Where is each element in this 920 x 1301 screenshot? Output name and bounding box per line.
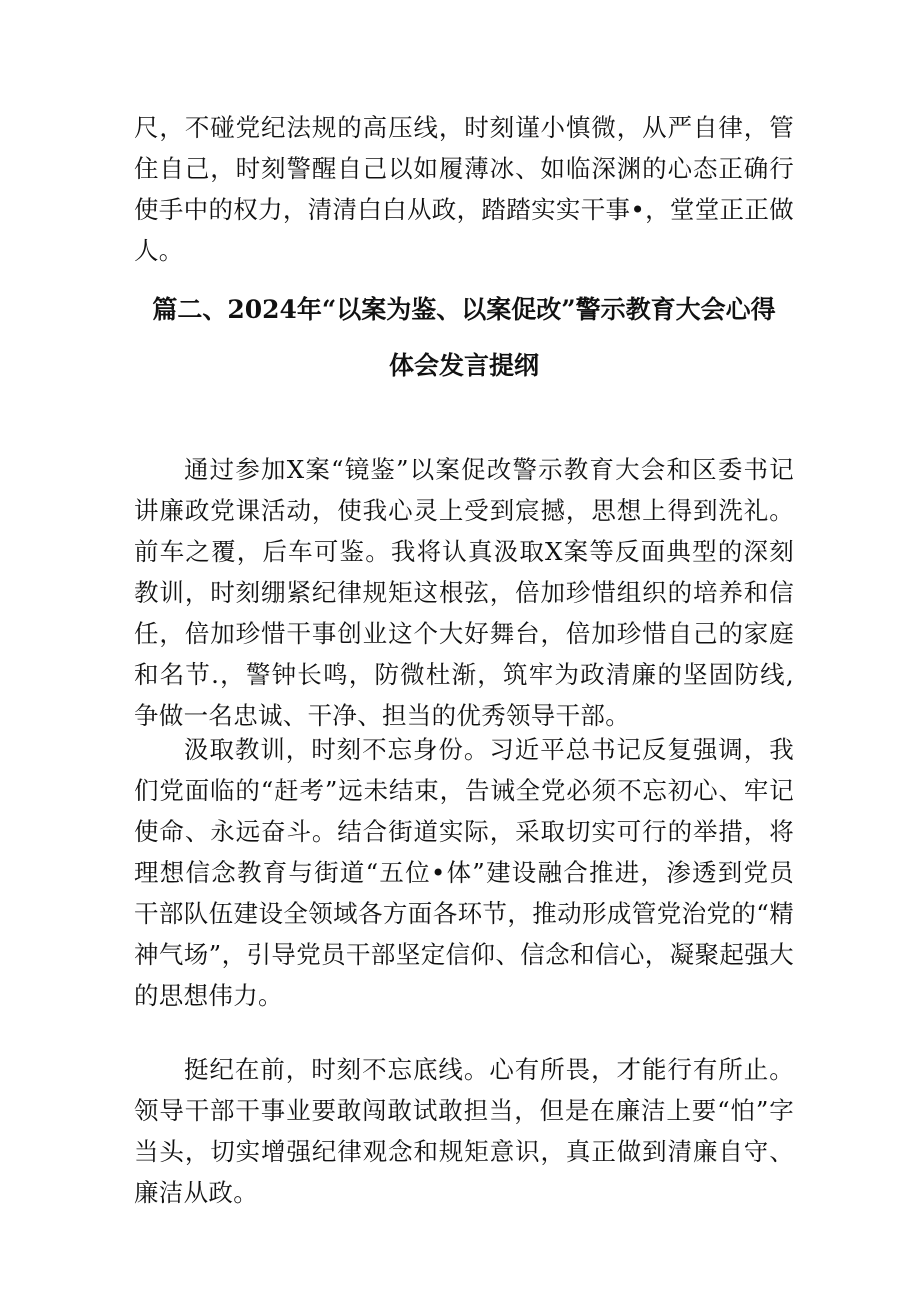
continuation-paragraph: 尺，不碰党纪法规的高压线，时刻谨小慎微，从严自律，管住自己，时刻警醒自己以如履薄冰、如临深渊的心态正确行使手中的权力，清清白白从政，踏踏实实干事•，堂堂正正做人。 [134,113,794,265]
section-heading-line-1: 篇二、2024年“以案为鉴、以案促改”警示教育大会心得 [152,295,776,324]
section-heading-line-2: 体会发言提纲 [388,351,539,380]
body-paragraph-1: 通过参加X案“镜鉴”以案促改警示教育大会和区委书记讲廉政党课活动，使我心灵上受到宸撼，思想上得到洗礼。前车之覆，后车可鉴。我将认真汲取X案等反面典型的深刻教训，时刻绷紧纪律规矩这根弦，倍加珍惜组织的培养和信任，倍加珍惜干事创业这个大好舞台，倍加珍惜自己的家庭和名节.，警钟长鸣，防微杜渐，筑牢为政清廉的坚固防线,争做一名忠诚、干净、担当的优秀领导干部。 [134,455,794,730]
body-paragraph-2: 汲取教训，时刻不忘身份。习近平总书记反复强调，我们党面临的“赶考”远未结束，告诫全党必须不忘初心、牢记使命、永远奋斗。结合街道实际，采取切实可行的举措，将理想信念教育与街道“五位•体”建设融合推进，渗透到党员干部队伍建设全领域各方面各环节，推动形成管党治党的“精神气场”，引导党员干部坚定信仰、信念和信心，凝聚起强大的思想伟力。 [134,735,794,1010]
body-paragraph-3: 挺纪在前，时刻不忘底线。心有所畏，才能行有所止。领导干部干事业要敢闯敢试敢担当，但是在廉洁上要“怕”字当头，切实增强纪律观念和规矩意识，真正做到清廉自守、廉洁从政。 [134,1055,794,1207]
